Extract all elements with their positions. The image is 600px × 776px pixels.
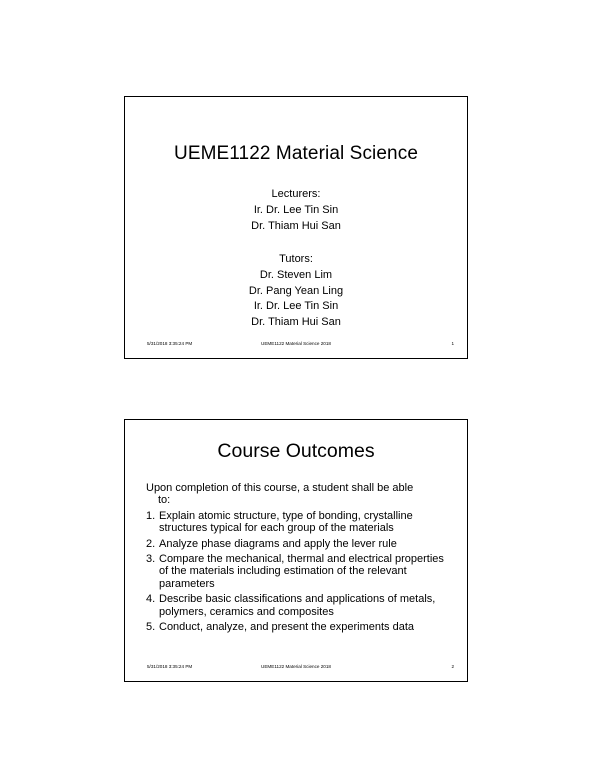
footer-page-number: 1 <box>451 341 454 346</box>
item-text: Describe basic classifications and applications of metals, polymers, ceramics and composites <box>159 593 436 618</box>
lecturer-name: Dr. Thiam Hui San <box>251 219 341 232</box>
list-item <box>146 553 451 590</box>
item-text: Conduct, analyze, and present the experiments data <box>159 621 414 634</box>
item-number: 2. <box>146 537 156 550</box>
tutor-name: Dr. Thiam Hui San <box>251 316 341 329</box>
intro-line: to: <box>158 494 171 507</box>
footer-course: UEME1122 Material Science 2018 <box>261 341 331 346</box>
list-item <box>146 621 451 633</box>
item-number: 3. <box>146 553 156 566</box>
tutor-name: Ir. Dr. Lee Tin Sin <box>253 300 339 313</box>
slide-1 <box>124 96 468 359</box>
outcomes-list <box>146 510 451 634</box>
list-item <box>146 593 451 618</box>
item-number: 4. <box>146 593 156 606</box>
item-text: Compare the mechanical, thermal and electrical properties of the materials including estimation of the relevant parameters <box>159 553 444 590</box>
lecturers-block <box>125 187 467 234</box>
slide-2 <box>124 419 468 682</box>
footer-page-number: 2 <box>451 664 454 669</box>
footer-date: 5/31/2018 3:35:24 PM <box>147 664 193 669</box>
slide-footer <box>125 663 467 671</box>
slide-title: Course Outcomes <box>217 440 375 462</box>
list-item <box>146 510 451 535</box>
slide-footer <box>125 340 467 348</box>
item-text: Analyze phase diagrams and apply the lever rule <box>159 537 397 550</box>
item-text: Explain atomic structure, type of bonding, crystalline structures typical for each group of the materials <box>159 509 413 535</box>
outcomes-body <box>146 482 451 636</box>
lecturer-name: Ir. Dr. Lee Tin Sin <box>253 203 339 216</box>
tutor-name: Dr. Pang Yean Ling <box>248 284 344 297</box>
outcomes-intro <box>146 482 451 507</box>
tutor-name: Dr. Steven Lim <box>259 268 333 281</box>
footer-course: UEME1122 Material Science 2018 <box>261 664 331 669</box>
item-number: 1. <box>146 509 156 522</box>
item-number: 5. <box>146 621 156 634</box>
tutors-block <box>125 252 467 331</box>
intro-line: Upon completion of this course, a student shall be able <box>146 482 414 494</box>
slide-title: UEME1122 Material Science <box>174 143 418 164</box>
footer-date: 5/31/2018 3:35:24 PM <box>147 341 193 346</box>
list-item <box>146 538 451 550</box>
lecturers-heading: Lecturers: <box>271 188 321 200</box>
tutors-heading: Tutors: <box>279 253 313 265</box>
